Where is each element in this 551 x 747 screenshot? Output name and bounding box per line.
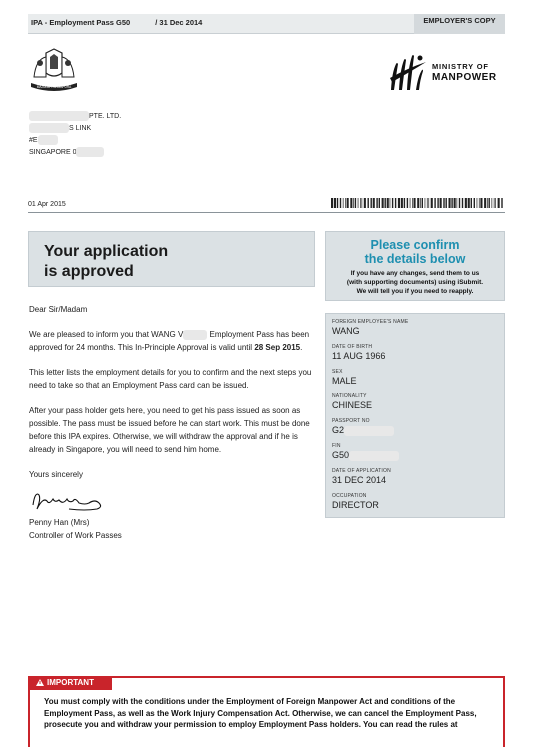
address-line-4: SINGAPORE 0 (29, 149, 77, 156)
barcode-stripe (340, 198, 341, 208)
detail-value-passport: G2 (332, 425, 345, 436)
barcode-stripe (420, 198, 421, 208)
signatory-name: Penny Han (Mrs) (29, 517, 90, 527)
barcode-stripe (471, 198, 472, 208)
approval-status-box (28, 231, 315, 287)
detail-label: FIN (332, 442, 341, 449)
validity-date: 28 Sep 2015 (254, 343, 301, 353)
barcode-stripe (443, 198, 444, 208)
barcode-stripe (459, 198, 460, 208)
detail-label: OCCUPATION (332, 492, 367, 499)
barcode-stripe (437, 198, 438, 208)
ministry-of-manpower-logo (388, 52, 508, 94)
address-line-2: S LINK (69, 125, 92, 132)
barcode-stripe (355, 198, 356, 208)
detail-label: SEX (332, 368, 343, 375)
barcode-stripe (358, 198, 359, 208)
closing: Yours sincerely (29, 470, 83, 480)
recipient-address (29, 111, 121, 159)
detail-field (332, 369, 498, 394)
barcode-stripe (495, 198, 496, 208)
barcode-stripe (385, 198, 386, 208)
confirm-instructions (326, 269, 504, 296)
barcode-stripe (410, 198, 411, 208)
manpower-label: MANPOWER (432, 72, 497, 83)
paragraph-approval (29, 329, 319, 355)
paragraph-approval-start: We are pleased to inform you that WANG V (29, 330, 184, 340)
barcode-stripe (425, 198, 426, 208)
barcode-stripe (373, 198, 375, 208)
confirm-heading (326, 238, 504, 266)
divider (28, 212, 505, 213)
paragraph-approval-middle: Employment Pass has been approved for 24 months. This In-Principle Approval is valid until (29, 330, 310, 353)
barcode-stripe (446, 198, 447, 208)
detail-value-nationality: CHINESE (332, 400, 373, 411)
detail-field (332, 443, 498, 468)
letter-date: 01 Apr 2015 (28, 201, 66, 208)
barcode-stripe (390, 198, 391, 208)
paragraph-next-steps: After your pass holder gets here, you need to get his pass issued as soon as possible. The pass must be issued before he can start work. This must be done before this IPA expires. Otherwise, we will withdraw the approval and if he is already in Singapore, you will need to send him home. (29, 406, 310, 454)
barcode-stripe (494, 198, 495, 208)
barcode-stripe (474, 198, 475, 208)
barcode-stripe (345, 198, 346, 208)
barcode-stripe (487, 198, 488, 208)
barcode-stripe (454, 198, 456, 208)
barcode-stripe (404, 198, 405, 208)
barcode-stripe (343, 198, 344, 208)
confirm-heading-line-1: Please confirm (370, 238, 460, 252)
confirm-instructions-line-2: (with supporting documents) using iSubmit. (346, 279, 484, 286)
detail-value-sex: MALE (332, 375, 357, 386)
barcode-stripe (501, 198, 502, 208)
barcode-stripe (468, 198, 470, 208)
barcode-stripe (353, 198, 354, 208)
address-line-1: PTE. LTD. (89, 113, 122, 120)
detail-field (332, 319, 498, 344)
barcode-stripe (350, 198, 352, 208)
detail-value-dob: 11 AUG 1966 (332, 350, 386, 361)
barcode-stripe (417, 198, 419, 208)
detail-value-name: WANG (332, 326, 360, 336)
barcode-stripe (379, 198, 380, 208)
approval-heading (44, 242, 168, 282)
ministry-of-manpower-logo-icon (388, 52, 428, 94)
approval-heading-line-1: Your application (44, 243, 169, 260)
document-header-bar (28, 14, 505, 34)
barcode-stripe (401, 198, 403, 208)
barcode-stripe (360, 198, 361, 208)
letter-body (29, 304, 319, 543)
barcode-stripe (440, 198, 442, 208)
confirm-details-box (325, 231, 505, 301)
signatory-title: Controller of Work Passes (29, 530, 122, 540)
barcode-stripe (422, 198, 423, 208)
barcode-stripe (398, 198, 400, 208)
ministry-label: MINISTRY OF (432, 62, 489, 71)
barcode-stripe (492, 198, 493, 208)
important-tag-label: IMPORTANT (47, 678, 94, 687)
confirm-instructions-line-1: If you have any changes, send them to us (350, 270, 480, 277)
paragraph-approval-end: . (300, 343, 303, 353)
detail-label: DATE OF BIRTH (332, 343, 373, 350)
salutation: Dear Sir/Madam (29, 305, 88, 314)
barcode-stripe (449, 198, 451, 208)
barcode-stripe (376, 198, 377, 208)
barcode-stripe (407, 198, 408, 208)
document-reference: IPA - Employment Pass G50 / 31 Dec 2014 (31, 18, 203, 27)
important-tag (28, 676, 112, 690)
detail-value-fin: G50 (332, 449, 350, 460)
barcode-stripe (364, 198, 366, 208)
barcode-stripe (434, 198, 435, 208)
barcode-stripe (414, 198, 416, 208)
barcode-stripe (489, 198, 490, 208)
barcode-stripe (412, 198, 413, 208)
barcode (331, 198, 505, 208)
detail-value-occupation: DIRECTOR (332, 499, 379, 510)
barcode-stripe (480, 198, 482, 208)
barcode-stripe (498, 198, 500, 208)
confirm-heading-line-2: the details below (364, 252, 466, 266)
barcode-stripe (451, 198, 452, 208)
crest-motto: MAJULAH SINGAPURA (36, 85, 72, 89)
paragraph-details: This letter lists the employment details for you to confirm and the next steps you need to take so that an Employment Pass card can be issued. (29, 368, 312, 391)
barcode-stripe (334, 198, 336, 208)
detail-field (332, 418, 498, 443)
detail-field (332, 393, 498, 418)
detail-field (332, 344, 498, 369)
warning-triangle-icon (36, 679, 44, 686)
confirm-instructions-line-3: We will tell you if you need to reapply. (356, 288, 474, 295)
barcode-stripe (462, 198, 463, 208)
barcode-stripe (479, 198, 480, 208)
barcode-stripe (465, 198, 467, 208)
signature (29, 485, 109, 515)
barcode-stripe (387, 198, 389, 208)
detail-label: DATE OF APPLICATION (332, 467, 391, 474)
barcode-stripe (362, 198, 363, 208)
employee-details-panel (325, 313, 505, 518)
barcode-stripe (484, 198, 486, 208)
date-row (28, 198, 505, 212)
address-line-3: #E (29, 137, 38, 144)
copy-label: EMPLOYER'S COPY (414, 14, 505, 34)
barcode-stripe (395, 198, 396, 208)
barcode-stripe (371, 198, 372, 208)
barcode-stripe (427, 198, 428, 208)
barcode-stripe (431, 198, 433, 208)
approval-heading-line-2: is approved (44, 263, 134, 280)
detail-label: NATIONALITY (332, 393, 367, 400)
barcode-stripe (477, 198, 478, 208)
barcode-stripe (392, 198, 393, 208)
barcode-stripe (347, 198, 349, 208)
detail-label: PASSPORT NO (332, 418, 370, 425)
barcode-stripe (428, 198, 429, 208)
barcode-stripe (368, 198, 369, 208)
barcode-stripe (331, 198, 333, 208)
barcode-stripe (382, 198, 384, 208)
barcode-stripe (457, 198, 458, 208)
detail-value-application-date: 31 DEC 2014 (332, 474, 387, 485)
detail-label: FOREIGN EMPLOYEE'S NAME (332, 319, 409, 325)
detail-field (332, 493, 498, 518)
barcode-stripe (337, 198, 338, 208)
detail-field (332, 468, 498, 493)
singapore-coat-of-arms-icon (28, 47, 80, 93)
important-text: You must comply with the conditions under the Employment of Foreign Manpower Act and conditions of the Employment Pass, as well as the Work Injury Compensation Act. Otherwise, we can cancel the Employment Pass, prosecute you and withdraw your permission to employ Employment Pass holders. You can read the rules at (44, 697, 477, 729)
important-notice (28, 676, 505, 747)
